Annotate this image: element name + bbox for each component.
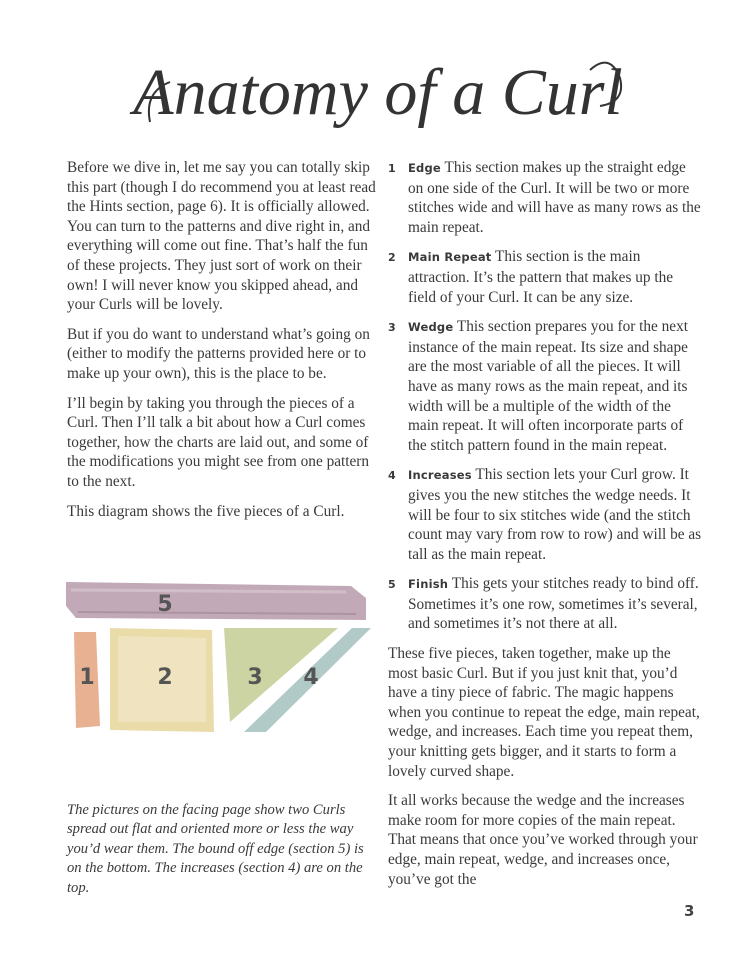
piece-number: 2 <box>388 251 396 265</box>
piece-item-wedge <box>388 317 703 455</box>
closing-paragraph: It all works because the wedge and the increases make room for more copies of the main repeat. That means that once you’ve worked through your edge, main repeat, wedge, and increases once, you’ve got the <box>388 792 698 888</box>
diagram-label-increases: 4 <box>303 665 319 690</box>
diagram-label-edge: 1 <box>79 665 95 690</box>
intro-paragraph: Before we dive in, let me say you can totally skip this part (though I do recommend you at least read the Hints section, page 6). It is officially allowed. You can turn to the patterns and dive right in, and everything will come out fine. That’s half the fun of these projects. They just sort of work on their own! I will never know you skipped ahead, and your Curls will be lovely. <box>67 159 376 314</box>
piece-name: Finish <box>408 577 449 592</box>
closing-paragraph: These five pieces, taken together, make up the most basic Curl. But if you just knit that, you’d have a tiny piece of fabric. The magic happens when you continue to repeat the edge, main repeat, wedge, and increases. Each time you repeat them, your knitting gets bigger, and it starts to form a lovely curved shape. <box>388 645 700 780</box>
piece-description: This section lets your Curl grow. It gives you the new stitches the wedge needs. It will be four to six stitches wide (and the stitch count may vary from row to row) and will be as tall as the main repeat. <box>408 466 702 563</box>
page-number: 3 <box>684 902 695 920</box>
piece-description: This section makes up the straight edge on one side of the Curl. It will be two or more stitches wide and will have as many rows as the main repeat. <box>408 159 701 236</box>
figure-caption: The pictures on the facing page show two Curls spread out flat and oriented more or less the way you’d wear them. The bound off edge (section 5) is on the bottom. The increases (section 4) are on the top. <box>67 802 364 896</box>
piece-number: 3 <box>388 321 396 335</box>
piece-item-finish <box>388 574 703 634</box>
page-title <box>0 40 750 155</box>
intro-paragraph: I’ll begin by taking you through the pieces of a Curl. Then I’ll talk a bit about how a Curl comes together, how the charts are laid out, and some of the modifications you might see from one pattern to the next. <box>67 394 370 490</box>
piece-description: This section is the main attraction. It’s the pattern that makes up the field of your Curl. It can be any size. <box>408 248 674 306</box>
piece-name: Wedge <box>408 320 454 335</box>
piece-description: This section prepares you for the next instance of the main repeat. Its size and shape are the most variable of all the pieces. It will have as many rows as the main repeat, and its width will be a multiple of the width of the main repeat. It will often incorporate parts of the stitch pattern found in the main repeat. <box>408 318 688 454</box>
piece-name: Increases <box>408 468 472 483</box>
piece-item-increases <box>388 465 703 564</box>
page-title-text: Anatomy of a Curl <box>133 56 623 129</box>
diagram-label-main-repeat: 2 <box>157 665 173 690</box>
piece-description: This gets your stitches ready to bind off. Sometimes it’s one row, sometimes it’s several, and sometimes it’s not there at all. <box>408 575 699 633</box>
piece-name: Main Repeat <box>408 250 492 265</box>
curl-diagram <box>66 576 378 736</box>
piece-name: Edge <box>408 161 441 175</box>
intro-paragraph: This diagram shows the five pieces of a Curl. <box>67 502 345 520</box>
piece-number: 4 <box>388 469 396 483</box>
right-column <box>388 158 703 899</box>
piece-item-main-repeat <box>388 247 703 307</box>
diagram-label-wedge: 3 <box>247 665 263 690</box>
diagram-label-finish: 5 <box>157 592 173 617</box>
piece-number: 5 <box>388 578 396 592</box>
piece-number: 1 <box>388 162 396 175</box>
intro-paragraph: But if you do want to understand what’s going on (either to modify the patterns provided here or to make up your own), this is the place to be. <box>67 325 370 382</box>
left-column <box>67 158 377 531</box>
piece-item-edge <box>388 158 703 237</box>
